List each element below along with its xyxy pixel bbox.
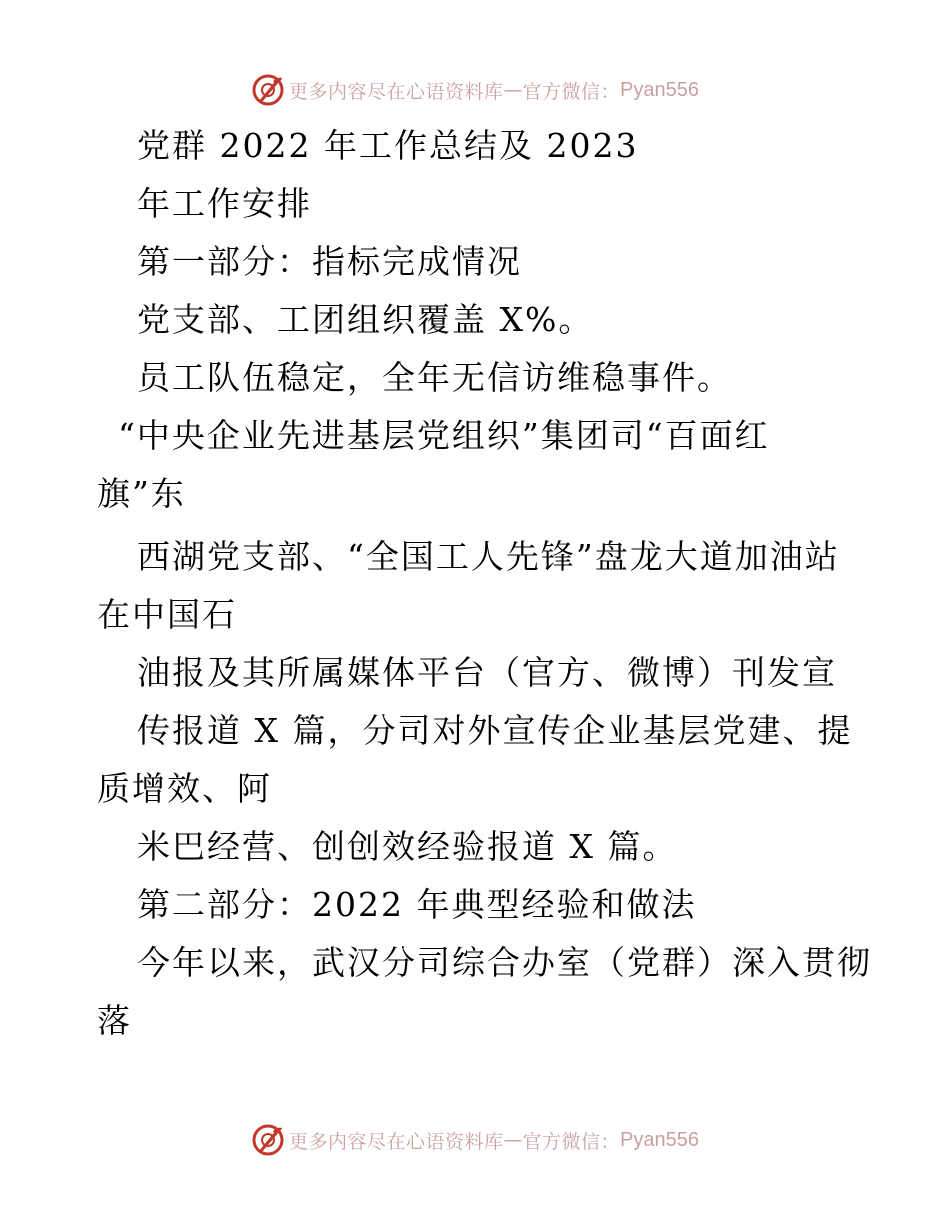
banner-text: 更多内容尽在心语资料库	[289, 1130, 504, 1153]
banner-separator: —	[503, 1129, 523, 1151]
section-heading-2: 第二部分：2022 年典型经验和做法	[137, 885, 697, 924]
banner-account-id: Pyan556	[620, 78, 699, 101]
doc-title-line-2: 年工作安排	[137, 184, 312, 223]
paragraph-line: 油报及其所属媒体平台（官方、微博）刊发宣	[137, 653, 837, 692]
banner-account-label: 官方微信：	[522, 80, 621, 103]
banner-account-id: Pyan556	[620, 1128, 699, 1151]
banner-account-label: 官方微信：	[522, 1130, 621, 1153]
paragraph-line: 旗”东	[97, 474, 186, 513]
banner-text: 更多内容尽在心语资料库	[289, 80, 504, 103]
paragraph-line: 西湖党支部、“全国工人先锋”盘龙大道加油站	[137, 537, 840, 576]
header-banner	[0, 70, 950, 110]
paragraph-line: 在中国石	[97, 595, 237, 634]
paragraph-line: 传报道 X 篇，分司对外宣传企业基层党建、提	[137, 711, 853, 750]
paragraph-line: 米巴经营、创创效经验报道 X 篇。	[137, 827, 678, 866]
paragraph-line: 今年以来，武汉分司综合办室（党群）深入贯彻	[137, 943, 872, 982]
paragraph-line: 党支部、工团组织覆盖 X%。	[137, 300, 594, 339]
paragraph-line: “中央企业先进基层党组织”集团司“百面红	[118, 416, 770, 455]
section-heading-1: 第一部分：指标完成情况	[137, 242, 522, 281]
doc-title-line-1: 党群 2022 年工作总结及 2023	[137, 126, 639, 165]
paragraph-line: 质增效、阿	[97, 769, 272, 808]
banner-separator: —	[503, 79, 523, 101]
quill-logo-icon	[251, 1123, 285, 1157]
quill-logo-icon	[251, 73, 285, 107]
footer-banner	[0, 1120, 950, 1160]
paragraph-line: 落	[97, 1001, 132, 1040]
paragraph-line: 员工队伍稳定，全年无信访维稳事件。	[137, 358, 732, 397]
